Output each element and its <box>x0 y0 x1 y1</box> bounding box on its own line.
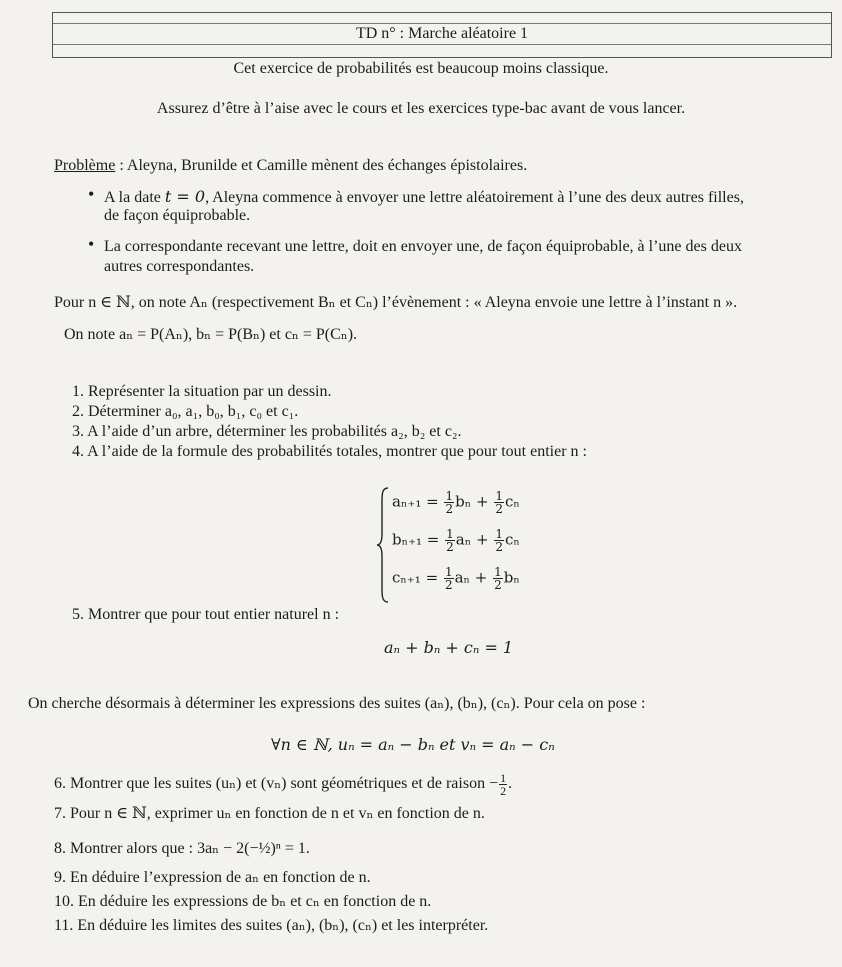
probability-definition: On note aₙ = P(Aₙ), bₙ = P(Bₙ) et cₙ = P(Cₙ). <box>64 326 358 343</box>
equation-a: aₙ₊₁ = $\frac{1}{2}$ bₙ + $\frac{1}{2}$ cₙ <box>392 489 520 516</box>
event-definition: Pour n ∈ ℕ, on note Aₙ (respectivement Bₙ et Cₙ) l’évènement : « Aleyna envoie une lettre à l’instant n ». <box>54 294 738 311</box>
advice-text: Assurez d’être à l’aise avec le cours et les exercices type-bac avant de vous lancer. <box>156 100 686 117</box>
bullet-1: • <box>88 184 95 204</box>
question-4: 4. A l’aide de la formule des probabilités totales, montrer que pour tout entier n : <box>72 443 587 460</box>
question-1: 1. Représenter la situation par un dessin. <box>72 383 332 400</box>
question-9: 9. En déduire l’expression de aₙ en fonction de n. <box>54 869 371 886</box>
fraction-half: $\frac{1}{2}$ <box>500 771 507 798</box>
problem-intro <box>54 157 527 175</box>
question-5: 5. Montrer que pour tout entier naturel n : <box>72 606 340 623</box>
bullet-1-line1: A la date t = 0, Aleyna commence à envoyer une lettre aléatoirement à l’une des deux autres filles, <box>104 187 744 206</box>
bullet-2: • <box>88 234 95 254</box>
bullet-2-line1: La correspondante recevant une lettre, doit en envoyer une, de façon équiprobable, à l’une des deux <box>104 238 742 255</box>
fraction-half: $\frac{1}{2}$ <box>495 489 503 516</box>
subtitle: Cet exercice de probabilités est beaucoup moins classique. <box>233 60 609 77</box>
title-box <box>52 12 832 58</box>
question-2: 2. Déterminer a₀, a₁, b₀, b₁, c₀ et c₁. <box>72 403 299 420</box>
left-brace-icon <box>376 486 390 604</box>
fraction-half: $\frac{1}{2}$ <box>445 489 454 516</box>
equation-b: bₙ₊₁ = $\frac{1}{2}$ aₙ + $\frac{1}{2}$ cₙ <box>392 527 520 554</box>
bullet-1-line2: de façon équiprobable. <box>104 207 251 224</box>
fraction-half: $\frac{1}{2}$ <box>446 527 454 554</box>
question-3: 3. A l’aide d’un arbre, déterminer les probabilités a₂, b₂ et c₂. <box>72 423 462 440</box>
question-11: 11. En déduire les limites des suites (aₙ), (bₙ), (cₙ) et les interpréter. <box>54 917 489 934</box>
question-6: 6. Montrer que les suites (uₙ) et (vₙ) sont géométriques et de raison − $\frac{1}{2}$ . <box>54 771 513 798</box>
question-8: 8. Montrer alors que : 3aₙ − 2(−½)ⁿ = 1. <box>54 840 310 857</box>
equation-c: cₙ₊₁ = $\frac{1}{2}$ aₙ + $\frac{1}{2}$ bₙ <box>392 565 520 592</box>
sum-equation: aₙ + bₙ + cₙ = 1 <box>384 638 514 657</box>
recurrence-system <box>376 486 566 604</box>
fraction-half: $\frac{1}{2}$ <box>444 565 453 592</box>
page-title: TD n° : Marche aléatoire 1 <box>53 23 831 45</box>
fraction-half: $\frac{1}{2}$ <box>494 565 502 592</box>
fraction-half: $\frac{1}{2}$ <box>495 527 503 554</box>
question-10: 10. En déduire les expressions de bₙ et cₙ en fonction de n. <box>54 893 432 910</box>
part2-intro: On cherche désormais à déterminer les expressions des suites (aₙ), (bₙ), (cₙ). Pour cela on pose : <box>28 695 646 712</box>
sequence-definition: ∀n ∈ ℕ, uₙ = aₙ − bₙ et vₙ = aₙ − cₙ <box>271 735 555 754</box>
problem-intro-text: : Aleyna, Brunilde et Camille mènent des échanges épistolaires. <box>115 157 528 174</box>
bullet-2-line2: autres correspondantes. <box>104 258 255 275</box>
question-7: 7. Pour n ∈ ℕ, exprimer uₙ en fonction de n et vₙ en fonction de n. <box>54 805 485 822</box>
problem-label: Problème <box>54 157 116 174</box>
